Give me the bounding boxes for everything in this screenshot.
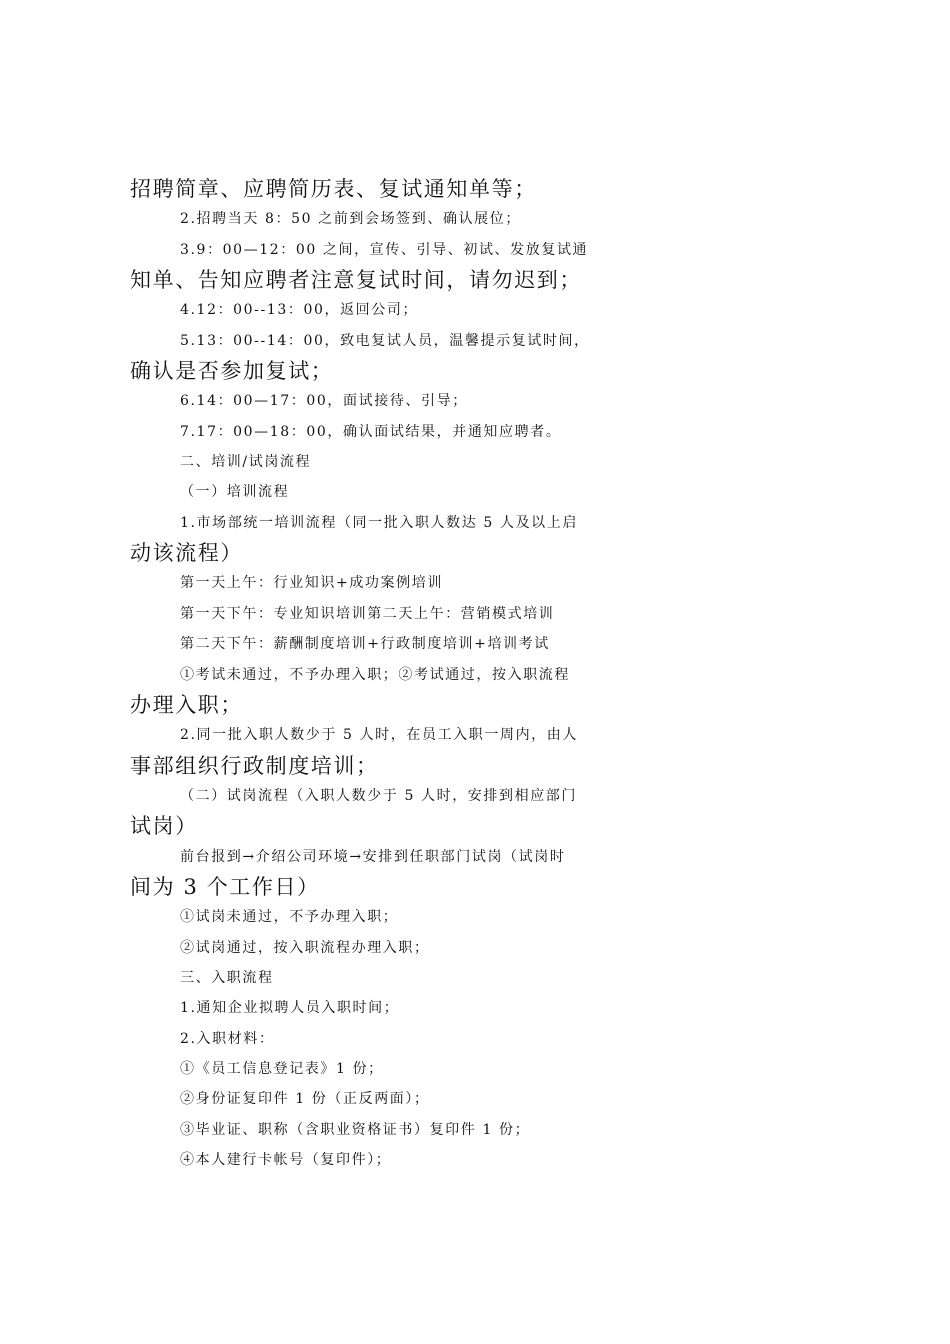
text-line: 3.9：00—12：00 之间，宣传、引导、初试、发放复试通 xyxy=(180,241,589,258)
text-line: ①考试未通过，不予办理入职；②考试通过，按入职流程 xyxy=(180,666,570,683)
text-line: ②身份证复印件 1 份（正反两面）； xyxy=(180,1091,430,1108)
text-line: 知单、告知应聘者注意复试时间，请勿迟到； xyxy=(130,268,582,293)
text-line: 二、培训/试岗流程 xyxy=(180,454,312,471)
text-line: 第二天下午：薪酬制度培训+行政制度培训+培训考试 xyxy=(180,636,550,653)
text-line: （二）试岗流程（入职人数少于 5 人时，安排到相应部门 xyxy=(180,787,578,804)
text-line: ①《员工信息登记表》1 份； xyxy=(180,1060,384,1077)
text-line: 7.17：00—18：00，确认面试结果，并通知应聘者。 xyxy=(180,423,562,440)
text-line: ②试岗通过，按入职流程办理入职； xyxy=(180,939,430,956)
text-line: 招聘简章、应聘简历表、复试通知单等； xyxy=(130,177,537,201)
document-body xyxy=(130,174,830,1175)
text-line: 1.市场部统一培训流程（同一批入职人数达 5 人及以上启 xyxy=(180,514,578,531)
text-line: ④本人建行卡帐号（复印件）； xyxy=(180,1152,392,1168)
text-line: ③毕业证、职称（含职业资格证书）复印件 1 份； xyxy=(180,1121,531,1138)
text-line: 事部组织行政制度培训； xyxy=(130,753,379,778)
text-line: 前台报到→介绍公司环境→安排到任职部门试岗（试岗时 xyxy=(180,848,566,865)
text-line: 2.入职材料： xyxy=(180,1030,275,1047)
text-line: 2.同一批入职人数少于 5 人时，在员工入职一周内，由人 xyxy=(180,727,578,744)
text-line: 1.通知企业拟聘人员入职时间； xyxy=(180,1000,400,1017)
text-line: 动该流程） xyxy=(130,541,243,566)
text-line: 确认是否参加复试； xyxy=(130,359,334,384)
text-line: 2.招聘当天 8：50 之前到会场签到、确认展位； xyxy=(180,211,521,228)
text-line: ①试岗未通过，不予办理入职； xyxy=(180,909,399,926)
text-line: 6.14：00—17：00，面试接待、引导； xyxy=(180,393,468,410)
text-line: 间为 3 个工作日） xyxy=(130,874,320,899)
text-line: 第一天上午：行业知识+成功案例培训 xyxy=(180,575,443,592)
text-line: （一）培训流程 xyxy=(180,484,290,501)
text-line: 4.12：00--13：00，返回公司； xyxy=(180,302,419,319)
text-line: 5.13：00--14：00，致电复试人员，温馨提示复试时间， xyxy=(180,332,590,349)
text-line: 试岗） xyxy=(130,814,198,839)
text-line: 三、入职流程 xyxy=(180,969,274,986)
text-line: 办理入职； xyxy=(130,692,243,717)
text-line: 第一天下午：专业知识培训第二天上午：营销模式培训 xyxy=(180,605,555,622)
